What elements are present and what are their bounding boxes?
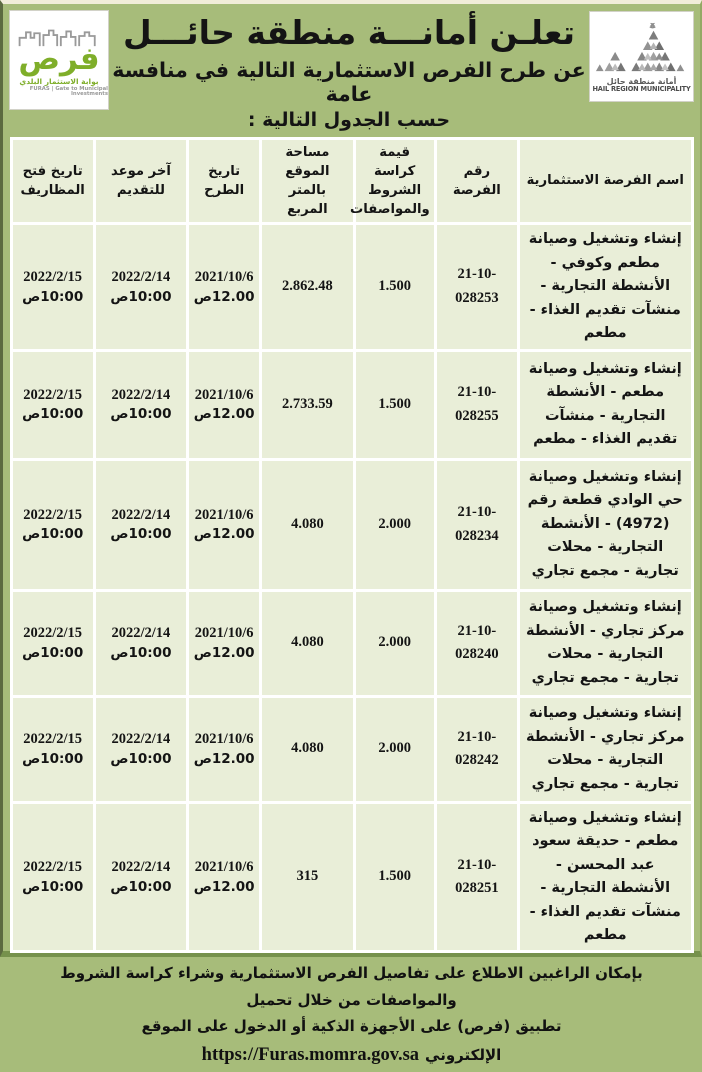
furas-tagline-en: FURAS | Gate to Municipal Investments — [29, 86, 108, 98]
table-row — [13, 698, 691, 801]
cell-submission-deadline: 2022/2/14 10:00ص — [96, 592, 186, 695]
page-subtitle: عن طرح الفرص الاستثمارية التالية في منافسة عامة — [112, 57, 586, 106]
cell-opportunity-number: 21-10-028240 — [437, 592, 517, 695]
page-title: تعلـن أمانـــة منطقة حائـــل — [123, 13, 575, 52]
column-header-opportunity-name: اسم الفرصة الاستثمارية — [520, 140, 691, 223]
cell-opportunity-number: 21-10-028242 — [437, 698, 517, 801]
table-body — [13, 225, 691, 950]
cell-booklet-value: 2.000 — [356, 592, 434, 695]
cell-site-area: 2.733.59 — [262, 352, 352, 458]
cell-submission-deadline: 2022/2/14 10:00ص — [96, 461, 186, 589]
cell-site-area: 2.862.48 — [262, 225, 352, 348]
cell-offer-date: 2021/10/6 12.00ص — [189, 352, 259, 458]
cell-booklet-value: 2.000 — [356, 461, 434, 589]
cell-booklet-value: 1.500 — [356, 804, 434, 951]
page-subtitle-2: حسب الجدول التالية : — [247, 108, 451, 131]
table-row — [13, 804, 691, 951]
hail-municipality-logo — [590, 12, 693, 101]
cell-site-area: 4.080 — [262, 461, 352, 589]
cell-booklet-value: 1.500 — [356, 225, 434, 348]
cell-opportunity-name: إنشاء وتشغيل وصيانة مطعم - الأنشطة التجارية - منشآت تقديم الغذاء - مطعم — [520, 352, 691, 458]
cell-site-area: 4.080 — [262, 698, 352, 801]
cell-submission-deadline: 2022/2/14 10:00ص — [96, 698, 186, 801]
furas-wordmark: فرص — [18, 41, 100, 78]
footer-line-2 — [17, 1013, 686, 1072]
column-header-envelope-opening-date: تاريخ فتح المظاريف — [13, 140, 93, 223]
cell-envelope-opening-date: 2022/2/15 10:00ص — [13, 352, 93, 458]
furas-tagline-ar: بوابة الاستثمار البلدي — [19, 76, 99, 86]
cell-envelope-opening-date: 2022/2/15 10:00ص — [13, 461, 93, 589]
cell-envelope-opening-date: 2022/2/15 10:00ص — [13, 592, 93, 695]
page-header — [3, 4, 700, 131]
cell-site-area: 315 — [262, 804, 352, 951]
cell-opportunity-number: 21-10-028234 — [437, 461, 517, 589]
column-header-site-area: مساحة الموقع بالمتر المربع — [262, 140, 352, 223]
cell-opportunity-name: إنشاء وتشغيل وصيانة مطعم وكوفي - الأنشطة التجارية - منشآت تقديم الغذاء - مطعم — [520, 225, 691, 348]
column-header-submission-deadline: آخر موعد للتقديم — [96, 140, 186, 223]
cell-envelope-opening-date: 2022/2/15 10:00ص — [13, 225, 93, 348]
cell-submission-deadline: 2022/2/14 10:00ص — [96, 352, 186, 458]
column-header-offer-date: تاريخ الطرح — [189, 140, 259, 223]
cell-opportunity-number: 21-10-028253 — [437, 225, 517, 348]
cell-offer-date: 2021/10/6 12.00ص — [189, 804, 259, 951]
footer-line-2-text: تطبيق (فرص) على الأجهزة الذكية أو الدخول على الموقع الإلكتروني — [141, 1016, 562, 1065]
cell-opportunity-number: 21-10-028255 — [437, 352, 517, 458]
hail-logo-name-ar: أمانة منطقة حائل — [606, 76, 677, 86]
triangle-mountain-emblem-icon — [594, 22, 690, 78]
footer-line-1: بإمكان الراغبين الاطلاع على تفاصيل الفرص الاستثمارية وشراء كراسة الشروط والمواصفات من خلال تحميل — [60, 964, 643, 1009]
cell-opportunity-name: إنشاء وتشغيل وصيانة مركز تجاري - الأنشطة التجارية - محلات تجارية - مجمع تجاري — [520, 698, 691, 801]
table-row — [13, 592, 691, 695]
column-header-booklet-value: قيمة كراسة الشروط والمواصفات — [356, 140, 434, 223]
hail-logo-name-en: HAIL REGION MUNICIPALITY — [592, 84, 691, 93]
table-row — [13, 352, 691, 458]
column-header-opportunity-number: رقم الفرصة — [437, 140, 517, 223]
cell-offer-date: 2021/10/6 12.00ص — [189, 225, 259, 348]
cell-booklet-value: 1.500 — [356, 352, 434, 458]
cell-opportunity-name: إنشاء وتشغيل وصيانة مطعم - حديقة سعود عبد المحسن - الأنشطة التجارية - منشآت تقديم الغذاء - مطعم — [520, 804, 691, 951]
announcement-titles — [108, 11, 590, 131]
cell-opportunity-number: 21-10-028251 — [437, 804, 517, 951]
website-link[interactable]: https://Furas.momra.gov.sa — [201, 1045, 420, 1066]
table-row — [13, 461, 691, 589]
cell-opportunity-name: إنشاء وتشغيل وصيانة مركز تجاري - الأنشطة التجارية - محلات تجارية - مجمع تجاري — [520, 592, 691, 695]
page-footer — [3, 960, 700, 1071]
cell-opportunity-name: إنشاء وتشغيل وصيانة حي الوادي قطعة رقم (4972) - الأنشطة التجارية - محلات تجارية - مجمع تجاري — [520, 461, 691, 589]
opportunities-table — [10, 137, 694, 954]
cell-submission-deadline: 2022/2/14 10:00ص — [96, 804, 186, 951]
cell-offer-date: 2021/10/6 12.00ص — [189, 698, 259, 801]
furas-logo — [10, 11, 108, 109]
cell-offer-date: 2021/10/6 12.00ص — [189, 592, 259, 695]
cell-envelope-opening-date: 2022/2/15 10:00ص — [13, 804, 93, 951]
table-header-row — [13, 140, 691, 223]
cell-envelope-opening-date: 2022/2/15 10:00ص — [13, 698, 93, 801]
cell-submission-deadline: 2022/2/14 10:00ص — [96, 225, 186, 348]
cell-booklet-value: 2.000 — [356, 698, 434, 801]
cell-offer-date: 2021/10/6 12.00ص — [189, 461, 259, 589]
cell-site-area: 4.080 — [262, 592, 352, 695]
table-row — [13, 225, 691, 348]
